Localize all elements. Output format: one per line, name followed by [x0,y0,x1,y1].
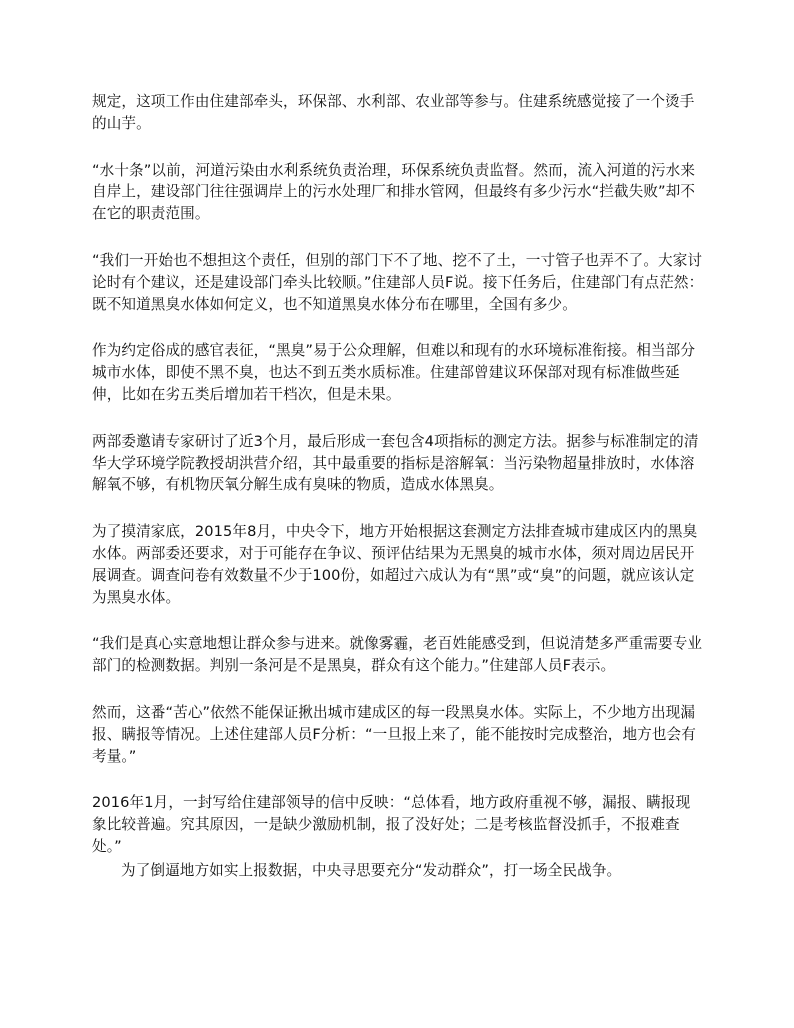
paragraph-6: 为了摸清家底，2015年8月，中央令下，地方开始根据这套测定方法排查城市建成区内的黑臭水体。两部委还要求，对于可能存在争议、预评估结果为无黑臭的城市水体，须对周边居民开展调查。调查问卷有效数量不少于100份，如超过六成认为有“黑”或“臭”的问题，就应该认定为黑臭水体。 [92,523,698,606]
paragraph-10: 为了倒逼地方如实上报数据，中央寻思要充分“发动群众”，打一场全民战争。 [121,861,622,879]
document-body [92,91,704,882]
paragraph-4: 作为约定俗成的感官表征，“黑臭”易于公众理解，但难以和现有的水环境标准衔接。相当部分城市水体，即使不黑不臭，也达不到五类水质标准。住建部曾建议环保部对现有标准做些延伸，比如在劣五类后增加若干档次，但是未果。 [92,342,696,403]
paragraph-9: 2016年1月，一封写给住建部领导的信中反映：“总体看，地方政府重视不够，漏报、瞒报现象比较普遍。究其原因，一是缺少激励机制，报了没好处；二是考核监督没抓手，不报难查处。” [92,794,691,855]
paragraph-2: “水十条”以前，河道污染由水利系统负责治理，环保系统负责监督。然而，流入河道的污水来自岸上，建设部门往往强调岸上的污水处理厂和排水管网，但最终有多少污水“拦截失败”却不在它的职责范围。 [92,161,696,223]
paragraph-3: “我们一开始也不想担这个责任，但别的部门下不了地、挖不了土，一寸管子也弄不了。大家讨论时有个建议，还是建设部门牵头比较顺。”住建部人员F说。接下任务后，住建部门有点茫然：既不知道黑臭水体如何定义，也不知道黑臭水体分布在哪里，全国有多少。 [92,251,704,313]
paragraph-5: 两部委邀请专家研讨了近3个月，最后形成一套包含4项指标的测定方法。据参与标准制定的清华大学环境学院教授胡洪营介绍，其中最重要的指标是溶解氧：当污染物超量排放时，水体溶解氧不够，有机物厌氧分解生成有臭味的物质，造成水体黑臭。 [92,432,699,494]
paragraph-1: 规定，这项工作由住建部牵头，环保部、水利部、农业部等参与。住建系统感觉接了一个烫手的山芋。 [92,93,695,132]
paragraph-8: 然而，这番“苦心”依然不能保证揪出城市建成区的每一段黑臭水体。实际上，不少地方出现漏报、瞒报等情况。上述住建部人员F分析：“一旦报上来了，能不能按时完成整治，地方也会有考量。” [92,703,696,765]
paragraph-7: “我们是真心实意地想让群众参与进来。就像雾霾，老百姓能感受到，但说清楚多严重需要专业部门的检测数据。判别一条河是不是黑臭，群众有这个能力。”住建部人员F表示。 [92,635,703,675]
